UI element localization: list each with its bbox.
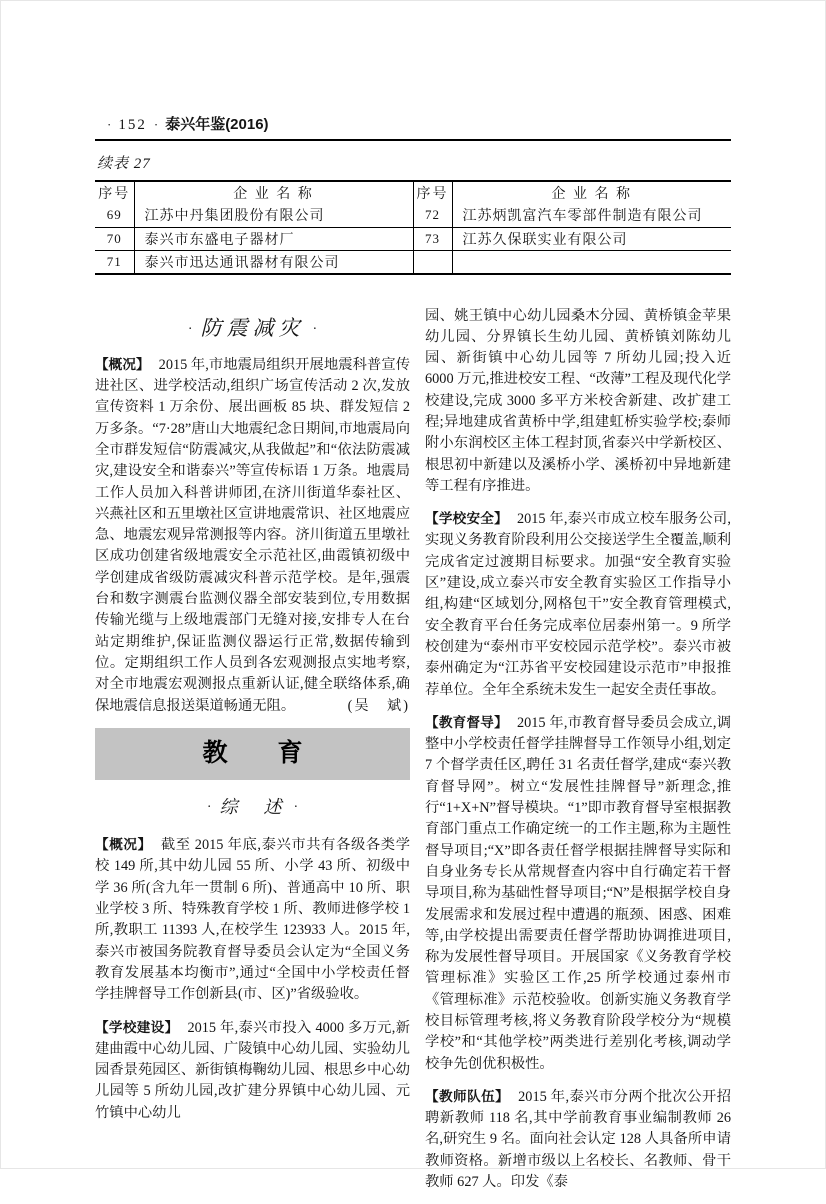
para-label-teachers: 【教师队伍】	[425, 1089, 509, 1104]
para-text: 2015 年,市地震局组织开展地震科普宣传进社区、进学校活动,组织广场宣传活动 2 次,发放宣传资料 1 万余份、展出画板 85 块、群发短信 2 万多条。“7·28”唐山大地震纪念日期间,市地震局向全市群发短信“防震减灾,从我做起”和“依法防震减灾,建设安全和谐泰兴”等宣传标语 1 万条。地震局工作人员加入科普讲师团,在济川街道华泰社区、兴燕社区和五里墩社区宣讲地震常识、社区地震应急、地震宏观异常测报等内容。济川街道五里墩社区成功创建省级地震安全示范社区,曲霞镇初级中学创建成省级防震减灾科普示范学校。是年,强震台和数字测震台监测仪器全部安装到位,专用数据传输光缆与上级地震部门无缝对接,安排专人在台站定期维护,保证监测仪器运行正常,数据传输到位。定期组织工作人员到各宏观测报点实地考察,对全市地震宏观测报点重新认证,健全联络体系,确保地震信息报送渠道畅通无阻。	[95, 357, 410, 714]
running-head	[95, 116, 731, 134]
heading-bullet-right: ·	[313, 322, 318, 337]
para-text: 2015 年,泰兴市成立校车服务公司,实现义务教育阶段利用公交接送学生全覆盖,顺利完成省定过渡期目标要求。加强“安全教育实验区”建设,成立泰兴市安全教育实验区工作指导小组,构建“区域划分,网格包干”安全教育管理模式,安全教育平台任务完成率位居泰州第一。9 所学校创建为“泰州市平安校园示范学校”。泰兴市被泰州确定为“江苏省平安校园建设示范市”申报推荐单位。全年全系统未发生一起安全责任事故。	[425, 511, 731, 697]
running-head-bullet-left: ·	[107, 116, 111, 133]
page-content	[95, 116, 731, 1204]
yearbook-title: 泰兴年鉴(2016)	[165, 116, 268, 133]
col-header-no-2: 序号	[413, 181, 452, 204]
para-label-school-construction: 【学校建设】	[95, 1020, 178, 1035]
para-label-overview: 【概况】	[95, 357, 150, 372]
para-label-overview: 【概况】	[95, 837, 152, 852]
serial-cell: 71	[95, 250, 134, 274]
table-caption: 续表 27	[97, 152, 731, 173]
right-column	[425, 306, 731, 1204]
section-heading-text: 防震减灾	[201, 316, 305, 340]
serial-cell: 73	[413, 227, 452, 250]
company-cell	[452, 250, 731, 274]
serial-cell: 70	[95, 227, 134, 250]
heading-bullet-left: ·	[188, 322, 193, 337]
col-header-name-1: 企 业 名 称	[134, 181, 413, 204]
header-rule	[95, 139, 731, 141]
serial-cell: 69	[95, 204, 134, 227]
para-school-construction-continued	[425, 306, 731, 498]
table-row	[95, 204, 731, 227]
running-head-bullet-right: ·	[154, 116, 158, 133]
subheading-bullet-right: ·	[294, 800, 299, 815]
para-text: 2015 年,市教育督导委员会成立,调整中小学校责任督学挂牌督导工作领导小组,划定 7 个督学责任区,聘任 31 名责任督学,建成“泰兴教育督导网”。树立“发展性挂牌督导”新理念,推行“1+X+N”督导模块。“1”即市教育督导室根据教育部门重点工作确定统一的工作主题,称为主题性督导项目;“X”即各责任督学根据挂牌督导实际和自身业务专长从常规督查内容中自行确定若干督导项目,称为基础性督导项目;“N”是根据学校自身发展需求和发展过程中遭遇的瓶颈、困惑、困难等,由学校提出需要责任督学帮助协调推进项目,称为发展性督导项目。开展国家《义务教育学校管理标准》实验区工作,25 所学校通过泰州市《管理标准》示范校验收。创新实施义务教育学校目标管理考核,将义务教育阶段学校分为“规模学校”和“其他学校”两类进行差别化考核,调动学校争先创优积极性。	[425, 715, 731, 1072]
company-cell: 江苏久保联实业有限公司	[452, 227, 731, 250]
table-row	[95, 227, 731, 250]
serial-cell: 72	[413, 204, 452, 227]
subheading-bullet-left: ·	[207, 800, 212, 815]
para-label-supervision: 【教育督导】	[425, 715, 508, 730]
education-chapter-banner: 教 育	[95, 728, 410, 780]
section-heading-disaster-reduction	[95, 318, 410, 340]
para-text: 截至 2015 年底,泰兴市共有各级各类学校 149 所,其中幼儿园 55 所、小学 43 所、初级中学 36 所(含九年一贯制 6 所)、普通高中 10 所、职业学校 3 所、特殊教育学校 1 所、教师进修学校 1 所,教职工 11393 人,在校学生 123933 人。2015 年,泰兴市被国务院教育督导委员会认定为“全国义务教育发展基本均衡市”,通过“全国中小学校责任督学挂牌督导工作创新县(市、区)”省级验收。	[95, 837, 410, 1002]
para-teacher-workforce	[425, 1086, 731, 1193]
left-column	[95, 306, 410, 1204]
company-cell: 江苏炳凯富汽车零部件制造有限公司	[452, 204, 731, 227]
para-text: 2015 年,泰兴市分两个批次公开招聘新教师 118 名,其中学前教育事业编制教师 26 名,研究生 9 名。面向社会认定 128 人具备所申请教师资格。新增市级以上名校长、名教师、骨干教师 627 人。印发《泰	[425, 1089, 731, 1190]
two-column-body	[95, 306, 731, 1204]
page-number: 152	[118, 117, 147, 134]
table-row	[95, 250, 731, 274]
company-cell: 江苏中丹集团股份有限公司	[134, 204, 413, 227]
subsection-heading-overview	[95, 797, 410, 818]
para-education-supervision	[425, 712, 731, 1075]
para-disaster-overview	[95, 354, 410, 717]
author-credit: (吴 斌)	[348, 696, 410, 717]
companies-table	[95, 180, 731, 275]
para-text: 2015 年,泰兴市投入 4000 多万元,新建曲霞中心幼儿园、广陵镇中心幼儿园、实验幼儿园香景苑园区、新街镇梅鞠幼儿园、根思乡中心幼儿园等 5 所幼儿园,改扩建分界镇中心幼儿园、元竹镇中心幼儿	[95, 1020, 410, 1121]
table-header-row	[95, 181, 731, 204]
subsection-heading-text: 综 述	[220, 797, 286, 817]
para-text: 园、姚王镇中心幼儿园桑木分园、黄桥镇金苹果幼儿园、分界镇长生幼儿园、黄桥镇刘陈幼儿园、新街镇中心幼儿园等 7 所幼儿园;投入近 6000 万元,推进校安工程、“改薄”工程及现代化学校建设,完成 3000 多平方米校舍新建、改扩建工程;异地建成省黄桥中学,组建虹桥实验学校;泰师附小东润校区主体工程封顶,省泰兴中学新校区、根思初中新建以及溪桥小学、溪桥初中异地新建等工程有序推进。	[425, 308, 731, 494]
col-header-name-2: 企 业 名 称	[452, 181, 731, 204]
serial-cell	[413, 250, 452, 274]
company-cell: 泰兴市迅达通讯器材有限公司	[134, 250, 413, 274]
para-education-overview	[95, 834, 410, 1005]
para-school-safety	[425, 508, 731, 701]
col-header-no-1: 序号	[95, 181, 134, 204]
para-label-school-safety: 【学校安全】	[425, 511, 508, 526]
company-cell: 泰兴市东盛电子器材厂	[134, 227, 413, 250]
para-school-construction	[95, 1017, 410, 1124]
